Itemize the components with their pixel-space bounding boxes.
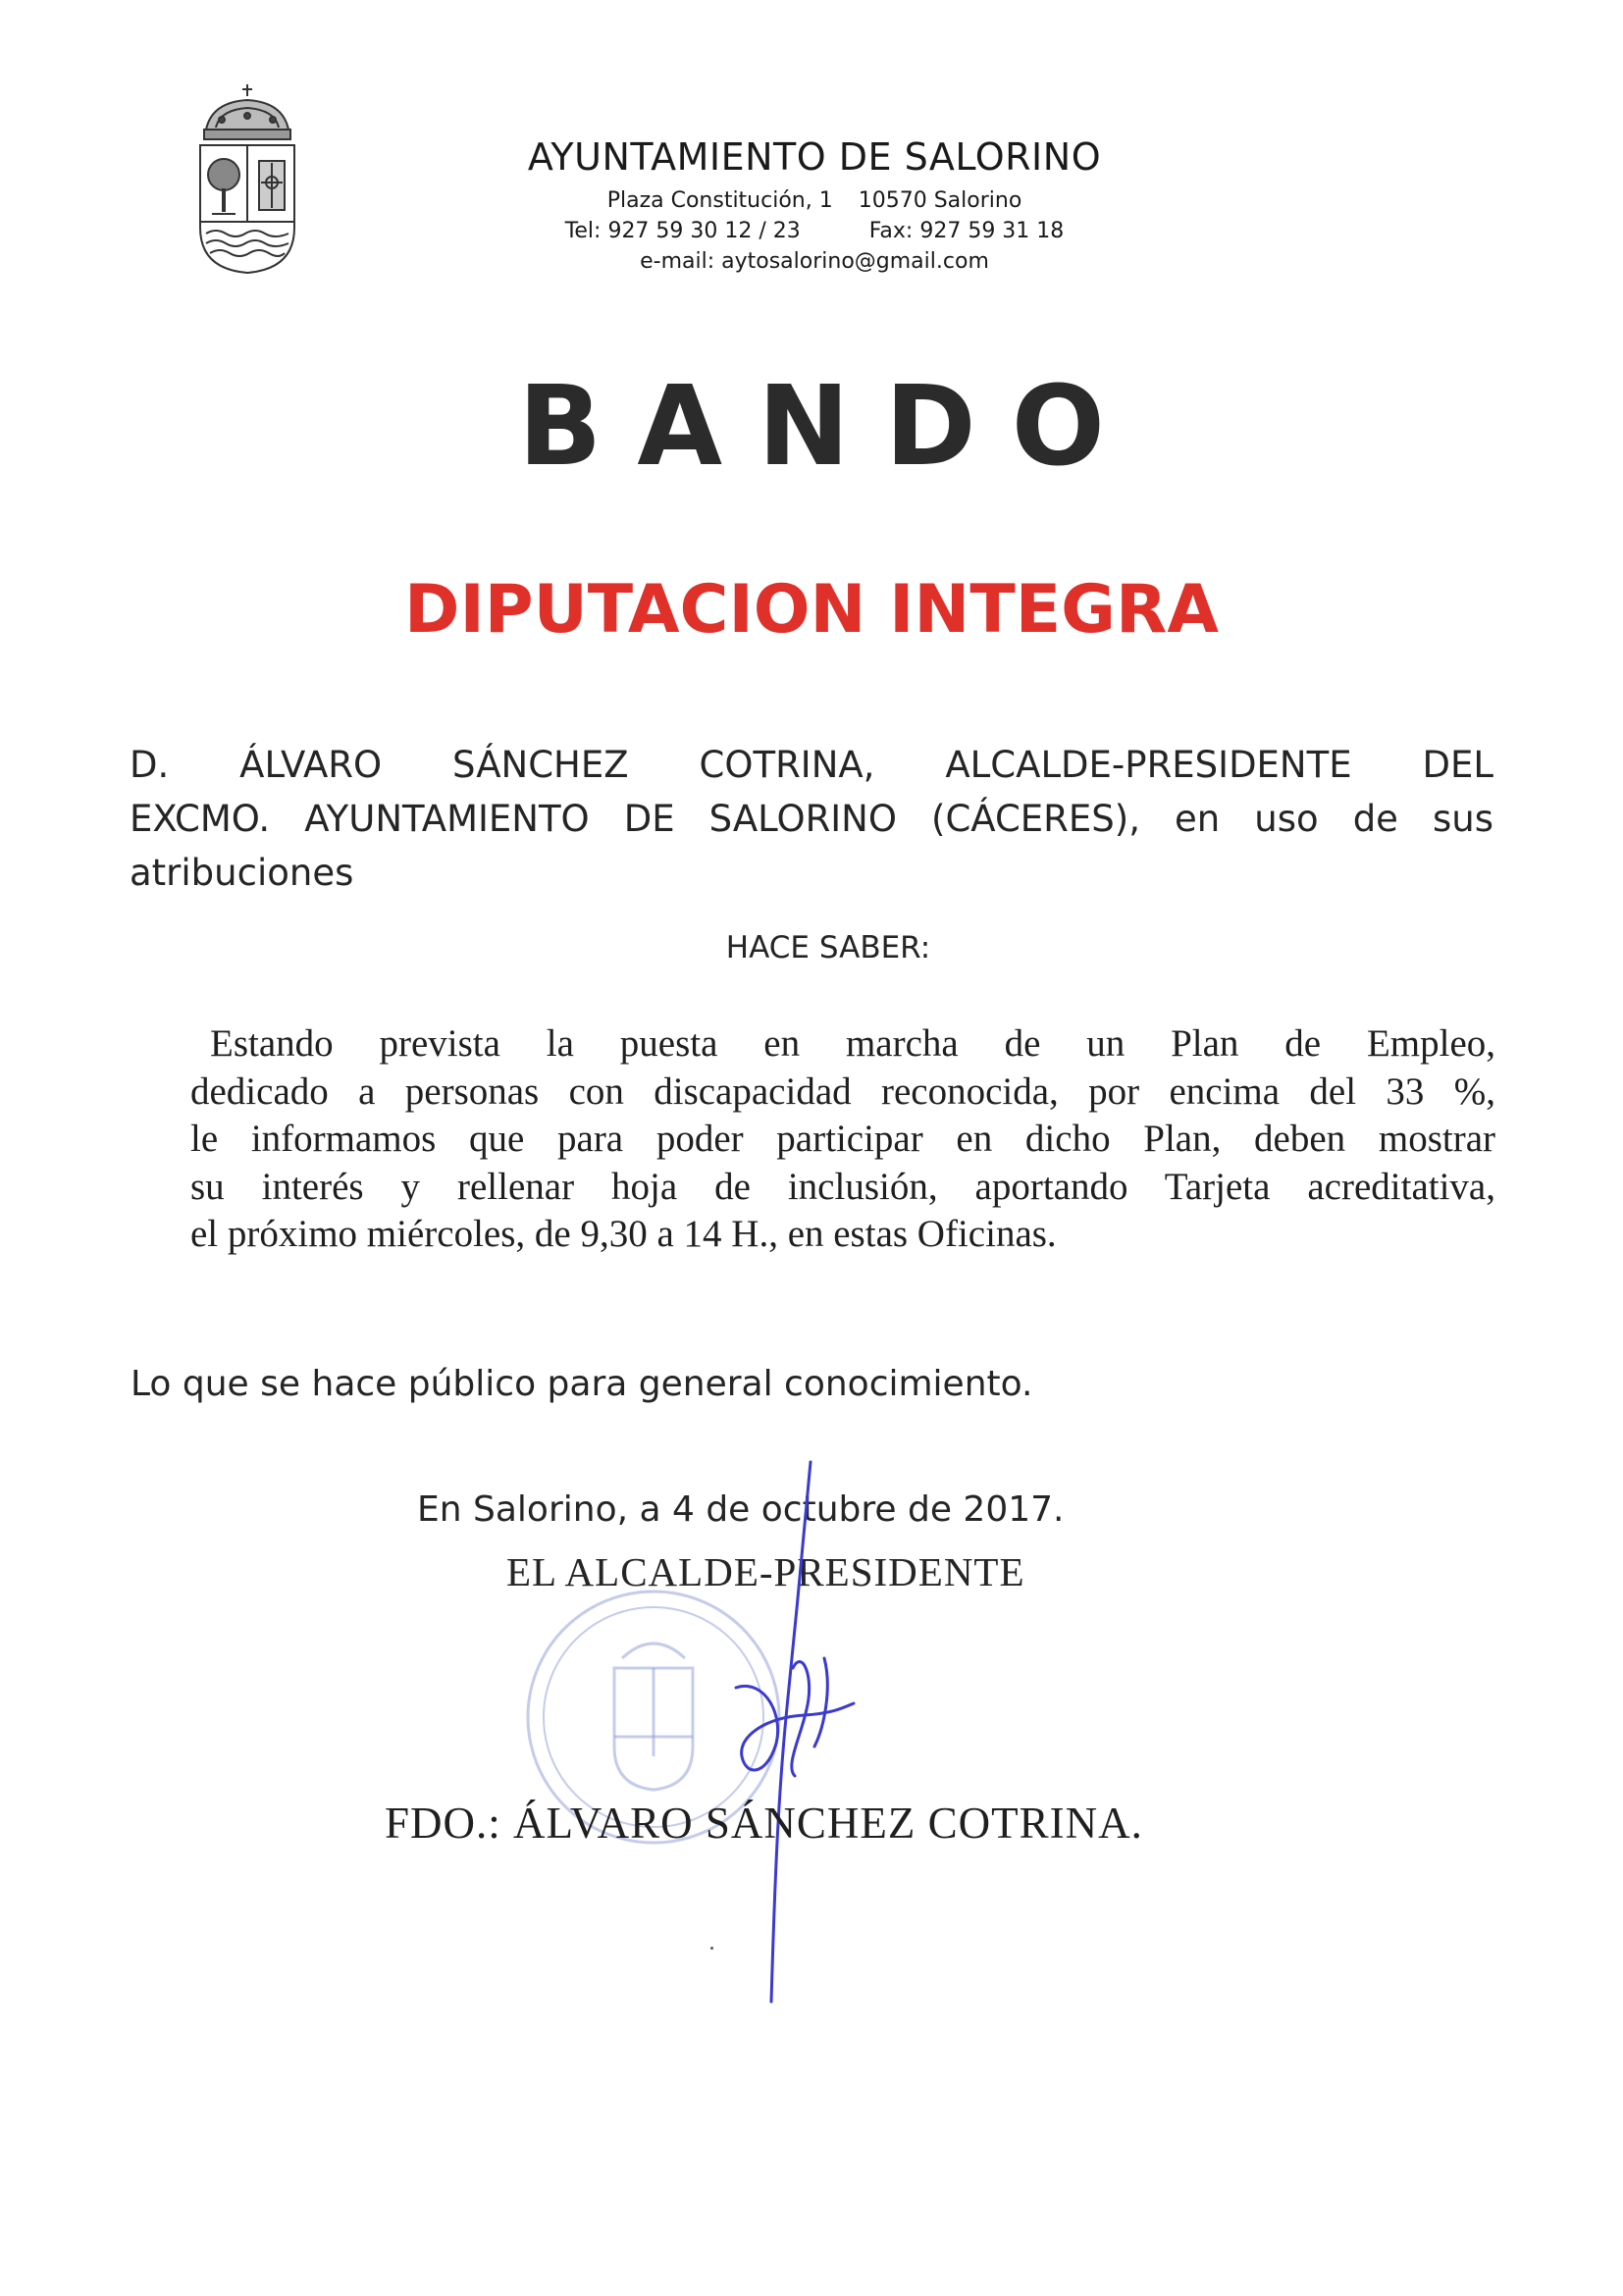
body-line: el próximo miércoles, de 9,30 a 14 H., en estas Oficinas.	[190, 1213, 1057, 1255]
document-heading: BANDO	[518, 363, 1140, 491]
body-line: su interés y rellenar hoja de inclusión, aportando Tarjeta acreditativa,	[190, 1165, 1495, 1208]
address-line	[422, 188, 1207, 213]
coat-of-arms-icon	[192, 80, 302, 277]
fax: Fax: 927 59 31 18	[868, 219, 1065, 243]
body-line: Estando prevista la puesta en marcha de un Plan de Empleo,	[210, 1022, 1495, 1065]
hace-saber-heading: HACE SABER:	[725, 930, 931, 965]
ink-dot	[710, 1947, 713, 1950]
intro-line: atribuciones	[130, 852, 354, 894]
intro-line: EXCMO. AYUNTAMIENTO DE SALORINO (CÁCERES), en uso de sus	[130, 798, 1493, 840]
date-line: En Salorino, a 4 de octubre de 2017.	[417, 1489, 1065, 1530]
telephone: Tel: 927 59 30 12 / 23	[564, 219, 801, 243]
body-line: dedicado a personas con discapacidad reconocida, por encima del 33 %,	[190, 1070, 1495, 1113]
document-subject: DIPUTACION INTEGRA	[404, 571, 1219, 649]
postal-code: 10570 Salorino	[858, 188, 1022, 213]
phone-line	[422, 219, 1207, 243]
email-line: e-mail: aytosalorino@gmail.com	[640, 249, 989, 274]
signer-role: EL ALCALDE-PRESIDENTE	[506, 1549, 1025, 1594]
intro-line: D. ÁLVARO SÁNCHEZ COTRINA, ALCALDE-PRESIDENTE DEL	[130, 744, 1493, 786]
closing-statement: Lo que se hace público para general conocimiento.	[131, 1364, 1033, 1404]
handwritten-signature-icon	[677, 1452, 893, 2021]
intro-paragraph	[130, 738, 1493, 900]
signature-name: FDO.: ÁLVARO SÁNCHEZ COTRINA.	[385, 1799, 1143, 1848]
address: Plaza Constitución, 1	[606, 188, 833, 213]
body-paragraph	[190, 1020, 1495, 1259]
municipality-title: AYUNTAMIENTO DE SALORINO	[527, 135, 1102, 179]
body-line: le informamos que para poder participar en dicho Plan, deben mostrar	[190, 1118, 1495, 1160]
